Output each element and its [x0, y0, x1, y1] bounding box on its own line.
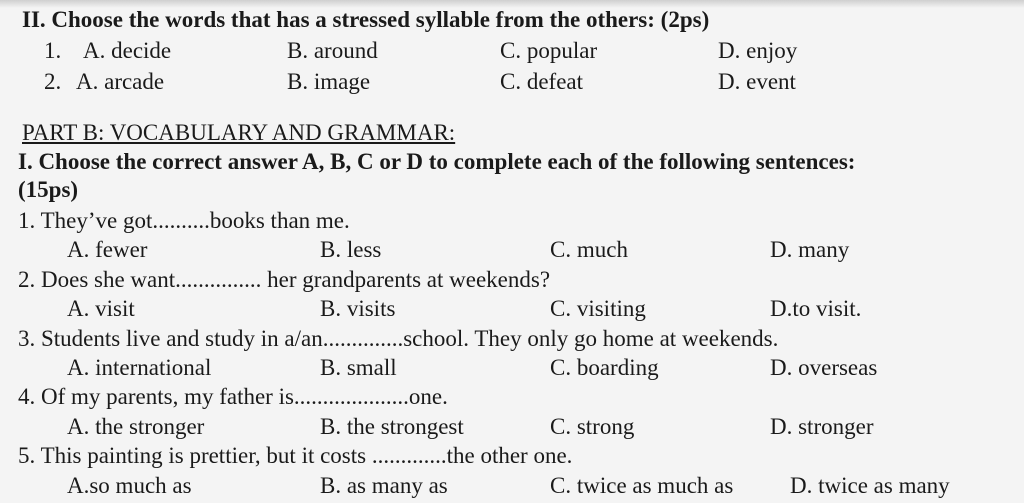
question-stem: 2. Does she want............... her grandparents at weekends?	[18, 267, 551, 292]
option-b: B. the strongest	[320, 414, 464, 439]
option-b: B. small	[320, 355, 397, 380]
part-title: PART B: VOCABULARY AND GRAMMAR:	[22, 120, 456, 145]
question-number: 1.	[44, 38, 62, 63]
option-c: C. boarding	[550, 355, 659, 380]
option-a: A. international	[67, 355, 212, 380]
option-d: D. many	[770, 237, 850, 262]
option-a: A. decide	[83, 38, 172, 63]
option-a: A. arcade	[76, 69, 165, 94]
option-b: B. as many as	[320, 473, 448, 498]
option-b: B. less	[320, 237, 382, 262]
option-d: D. enjoy	[718, 38, 798, 63]
option-c: C. twice as much as	[550, 473, 734, 498]
question-number: 2.	[44, 69, 62, 94]
option-a: A. the stronger	[67, 414, 205, 439]
question-stem: 4. Of my parents, my father is....................one.	[18, 384, 448, 409]
option-a: A. fewer	[67, 237, 148, 262]
option-c: C. defeat	[500, 69, 584, 94]
option-b: B. image	[287, 69, 371, 94]
option-c: C. much	[550, 237, 628, 262]
option-c: C. strong	[550, 414, 635, 439]
option-d: D. event	[718, 69, 796, 94]
option-a: A.so much as	[67, 473, 192, 498]
instruction-line-2: (15ps)	[18, 177, 79, 202]
option-c: C. visiting	[550, 296, 646, 321]
question-stem: 5. This painting is prettier, but it costs .............the other one.	[18, 443, 573, 468]
instruction-line-1: I. Choose the correct answer A, B, C or D to complete each of the following sentences:	[18, 149, 856, 174]
option-b: B. around	[287, 38, 378, 63]
section-title: II. Choose the words that has a stressed syllable from the others: (2ps)	[22, 7, 710, 32]
option-c: C. popular	[500, 38, 598, 63]
question-stem: 3. Students live and study in a/an..............school. They only go home at weekends.	[18, 326, 779, 351]
question-stem: 1. They’ve got..........books than me.	[18, 208, 350, 233]
option-d: D. twice as many	[790, 473, 950, 498]
option-d: D.to visit.	[770, 296, 862, 321]
option-b: B. visits	[320, 296, 396, 321]
option-a: A. visit	[67, 296, 135, 321]
option-d: D. stronger	[770, 414, 874, 439]
option-d: D. overseas	[770, 355, 878, 380]
